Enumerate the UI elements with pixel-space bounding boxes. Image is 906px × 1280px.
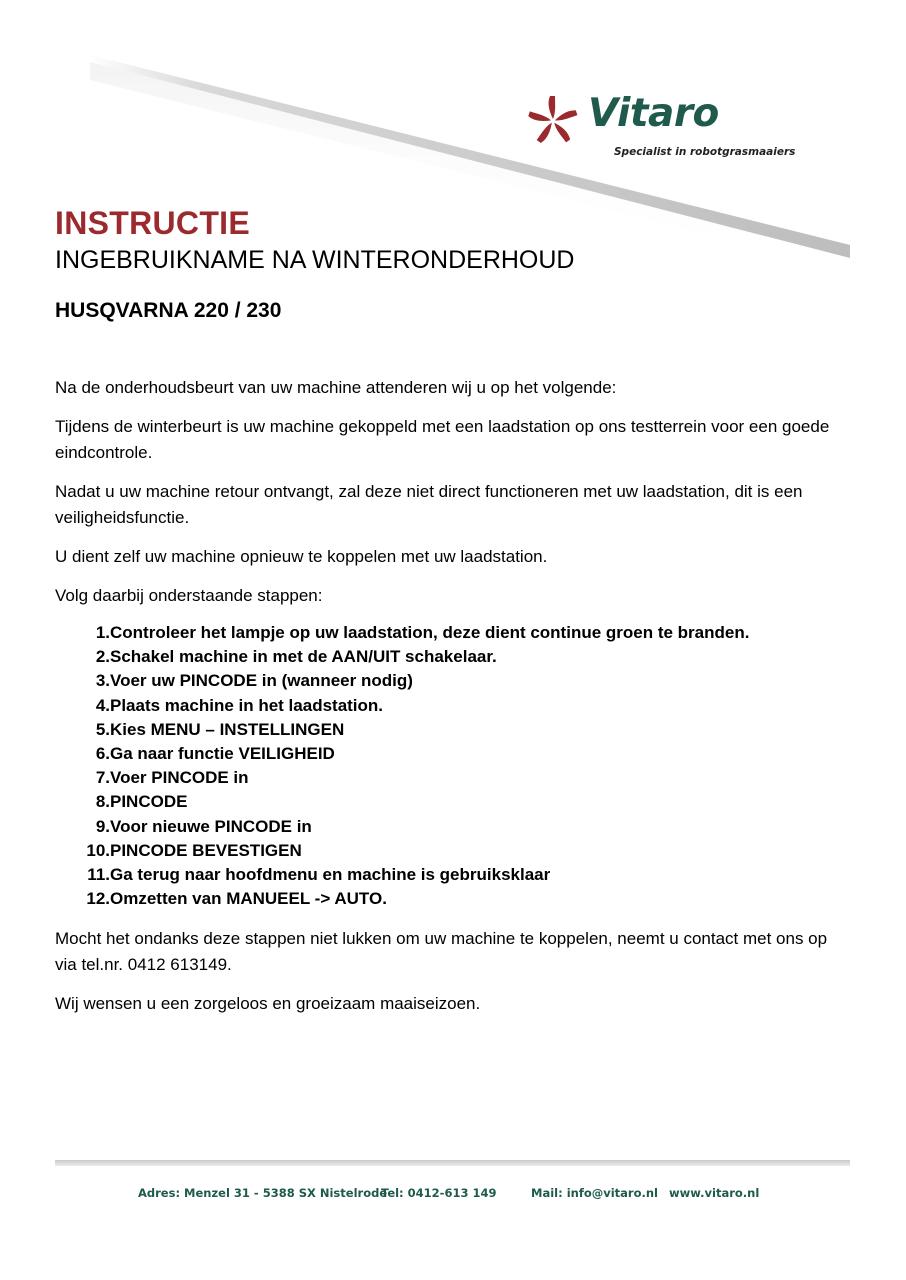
step-number: 12. xyxy=(86,889,110,909)
brand-logo xyxy=(526,92,796,162)
footer-address: Adres: Menzel 31 - 5388 SX Nistelrode xyxy=(138,1186,388,1200)
step-number: 9. xyxy=(95,816,110,836)
step-number: 5. xyxy=(95,719,110,739)
step-item xyxy=(55,863,845,887)
footer-phone[interactable]: Tel: 0412-613 149 xyxy=(381,1186,497,1200)
closing-paragraph: Wij wensen u een zorgeloos en groeizaam maaiseizoen. xyxy=(55,994,481,1014)
step-text: Voer uw PINCODE in (wanneer nodig) xyxy=(110,671,413,691)
step-number: 6. xyxy=(95,744,110,764)
step-text: Schakel machine in met de AAN/UIT schakelaar. xyxy=(110,647,497,667)
step-number: 2. xyxy=(95,647,110,667)
step-item xyxy=(55,815,845,839)
document-title: INSTRUCTIE xyxy=(55,205,250,241)
step-item xyxy=(55,839,845,863)
step-text: Ga naar functie VEILIGHEID xyxy=(110,744,335,764)
step-item xyxy=(55,742,845,766)
step-text: PINCODE BEVESTIGEN xyxy=(110,840,302,860)
intro-paragraph: Volg daarbij onderstaande stappen: xyxy=(55,586,323,605)
step-text: Plaats machine in het laadstation. xyxy=(110,695,384,715)
step-item xyxy=(55,694,845,718)
brand-name: Vitaro xyxy=(588,91,719,136)
document-subtitle: INGEBRUIKNAME NA WINTERONDERHOUD xyxy=(55,246,575,274)
step-number: 7. xyxy=(95,768,110,788)
step-item xyxy=(55,669,845,693)
document-model: HUSQVARNA 220 / 230 xyxy=(55,299,282,322)
step-text: Voor nieuwe PINCODE in xyxy=(110,816,312,836)
footer-website[interactable]: www.vitaro.nl xyxy=(669,1186,760,1200)
footer-mail[interactable]: Mail: info@vitaro.nl xyxy=(531,1186,658,1200)
step-number: 4. xyxy=(95,695,110,715)
intro-paragraph: U dient zelf uw machine opnieuw te koppelen met uw laadstation. xyxy=(55,547,548,566)
brand-tagline: Specialist in robotgrasmaaiers xyxy=(614,146,796,158)
step-number: 8. xyxy=(95,792,110,812)
step-text: Ga terug naar hoofdmenu en machine is gebruiksklaar xyxy=(110,865,551,885)
closing-paragraph: Mocht het ondanks deze stappen niet lukken om uw machine te koppelen, neemt u contact met ons op via tel.nr. 0412 613149. xyxy=(55,929,828,975)
intro-paragraph: Nadat u uw machine retour ontvangt, zal deze niet direct functioneren met uw laadstation, dit is een veiligheidsfunctie. xyxy=(55,482,803,527)
step-number: 1. xyxy=(95,623,110,642)
document-body xyxy=(55,205,845,1017)
steps-list xyxy=(55,621,845,911)
step-number: 11. xyxy=(87,865,110,885)
step-item xyxy=(55,766,845,790)
step-item xyxy=(55,887,845,911)
step-item xyxy=(55,645,845,669)
step-item xyxy=(55,790,845,814)
intro-paragraph: Na de onderhoudsbeurt van uw machine attenderen wij u op het volgende: xyxy=(55,378,617,397)
step-text: Controleer het lampje op uw laadstation, deze dient continue groen te branden. xyxy=(110,623,750,642)
footer-divider xyxy=(55,1160,850,1166)
step-text: PINCODE xyxy=(110,792,188,812)
step-item xyxy=(55,718,845,742)
step-item xyxy=(55,621,845,645)
intro-paragraph: Tijdens de winterbeurt is uw machine gekoppeld met een laadstation op ons testterrein voor een goede eindcontrole. xyxy=(55,417,830,462)
step-text: Omzetten van MANUEEL -> AUTO. xyxy=(110,889,387,909)
step-text: Voer PINCODE in xyxy=(110,768,249,788)
pinwheel-logo-icon xyxy=(526,94,580,148)
step-text: Kies MENU – INSTELLINGEN xyxy=(110,719,345,739)
step-number: 10. xyxy=(86,840,110,860)
step-number: 3. xyxy=(95,671,110,691)
